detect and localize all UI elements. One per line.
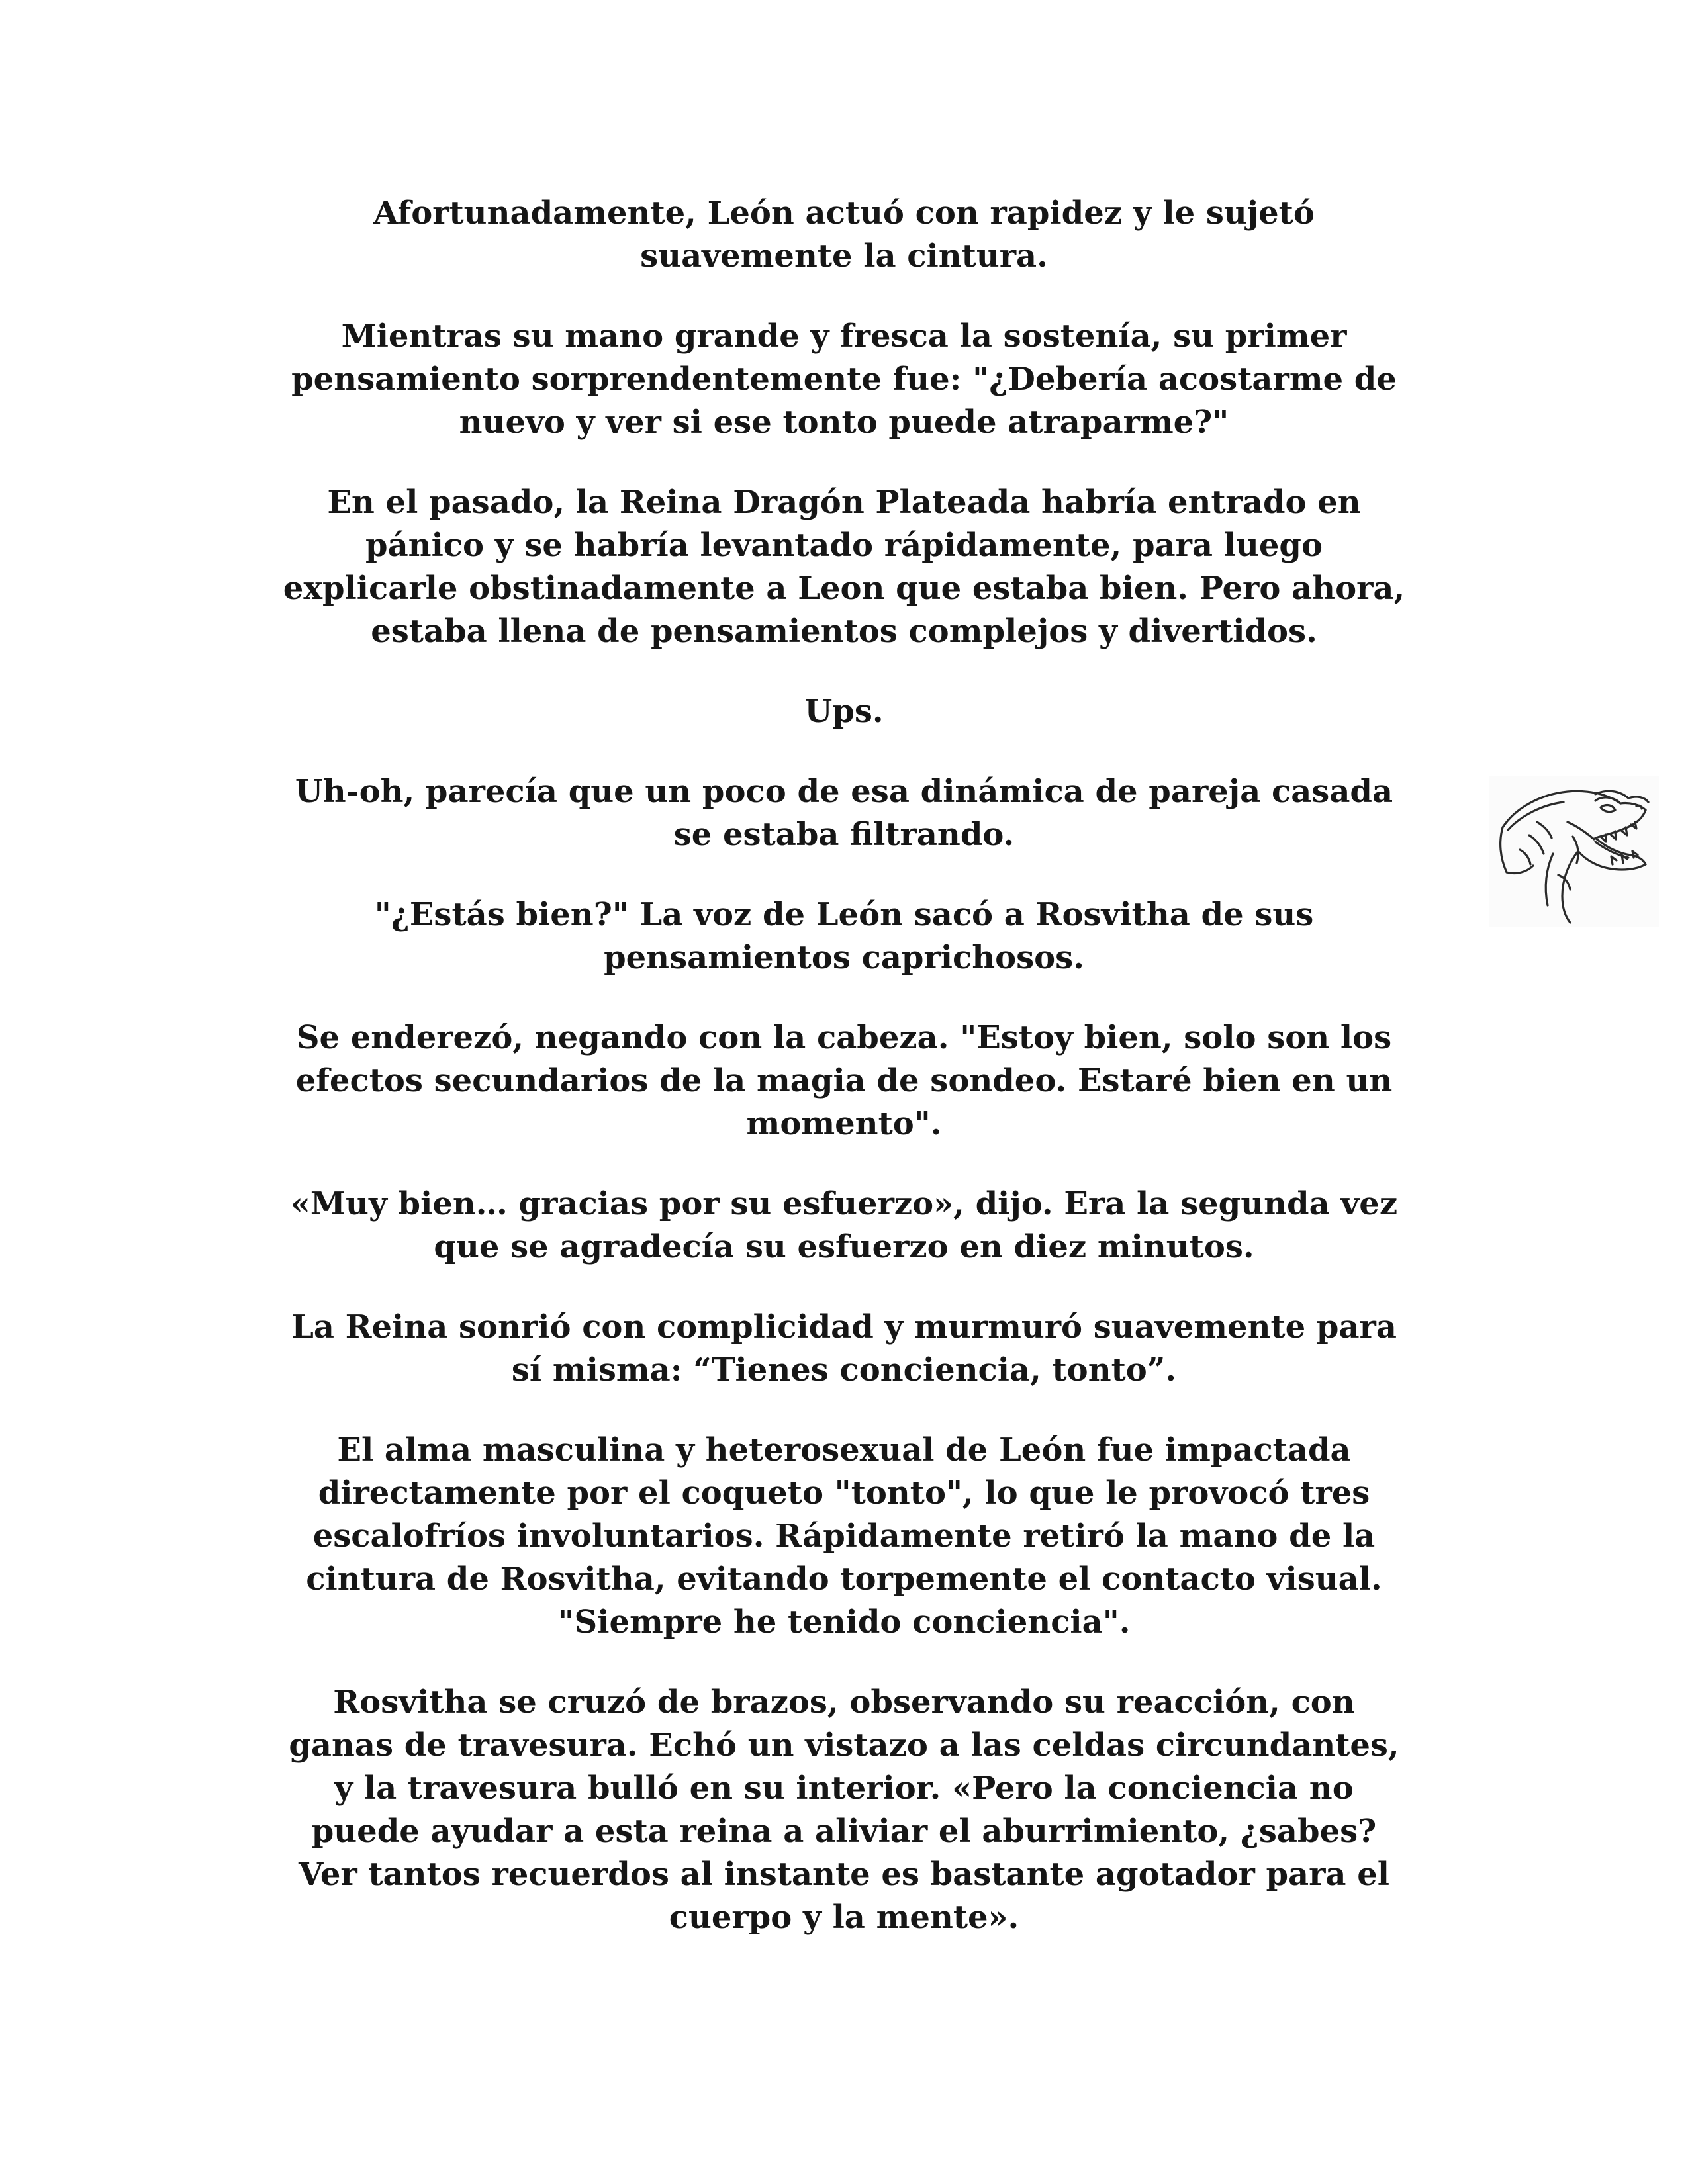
paragraph bbox=[218, 690, 1470, 733]
text-line: explicarle obstinadamente a Leon que estaba bien. Pero ahora, bbox=[283, 570, 1405, 607]
text-line: pánico y se habría levantado rápidamente, para luego bbox=[365, 527, 1323, 564]
paragraph bbox=[218, 1183, 1470, 1269]
text-line: Se enderezó, negando con la cabeza. "Estoy bien, solo son los bbox=[296, 1019, 1392, 1056]
text-line: pensamientos caprichosos. bbox=[604, 939, 1084, 976]
text-line: pensamiento sorprendentemente fue: "¿Debería acostarme de bbox=[291, 361, 1397, 398]
dinosaur-head-sketch-icon bbox=[1489, 776, 1659, 927]
text-line: cintura de Rosvitha, evitando torpemente el contacto visual. bbox=[306, 1561, 1382, 1598]
text-line: que se agradecía su esfuerzo en diez minutos. bbox=[434, 1228, 1254, 1265]
text-line: se estaba filtrando. bbox=[673, 816, 1015, 853]
text-line: y la travesura bulló en su interior. «Pero la conciencia no bbox=[334, 1770, 1354, 1807]
text-line: nuevo y ver si ese tonto puede atraparme?" bbox=[459, 404, 1229, 441]
paragraph bbox=[218, 481, 1470, 653]
text-line: El alma masculina y heterosexual de León fue impactada bbox=[337, 1432, 1351, 1469]
text-line: «Muy bien… gracias por su esfuerzo», dijo. Era la segunda vez bbox=[290, 1185, 1398, 1222]
text-line: cuerpo y la mente». bbox=[669, 1899, 1019, 1936]
body-text bbox=[218, 192, 1470, 1976]
text-line: suavemente la cintura. bbox=[640, 238, 1048, 275]
text-line: "¿Estás bien?" La voz de León sacó a Rosvitha de sus bbox=[374, 896, 1314, 933]
paragraph bbox=[218, 770, 1470, 856]
text-line: Ver tantos recuerdos al instante es bastante agotador para el bbox=[299, 1856, 1389, 1893]
text-line: La Reina sonrió con complicidad y murmuró suavemente para bbox=[291, 1308, 1397, 1345]
text-line: sí misma: “Tienes conciencia, tonto”. bbox=[511, 1351, 1177, 1388]
text-line: puede ayudar a esta reina a aliviar el aburrimiento, ¿sabes? bbox=[311, 1813, 1377, 1850]
text-line: Rosvitha se cruzó de brazos, observando su reacción, con bbox=[333, 1684, 1355, 1721]
text-line: Afortunadamente, León actuó con rapidez y le sujetó bbox=[373, 195, 1315, 232]
text-line: momento". bbox=[746, 1105, 942, 1142]
text-line: "Siempre he tenido conciencia". bbox=[557, 1604, 1131, 1641]
text-line: efectos secundarios de la magia de sondeo. Estaré bien en un bbox=[295, 1062, 1393, 1099]
text-line: Uh-oh, parecía que un poco de esa dinámica de pareja casada bbox=[295, 773, 1393, 810]
paragraph bbox=[218, 315, 1470, 444]
text-line: escalofríos involuntarios. Rápidamente retiró la mano de la bbox=[312, 1518, 1376, 1555]
paragraph bbox=[218, 1306, 1470, 1392]
text-line: directamente por el coqueto "tonto", lo que le provocó tres bbox=[318, 1475, 1370, 1512]
paragraph bbox=[218, 1429, 1470, 1644]
paragraph bbox=[218, 893, 1470, 979]
text-line: ganas de travesura. Echó un vistazo a las celdas circundantes, bbox=[289, 1727, 1399, 1764]
paragraph bbox=[218, 1681, 1470, 1939]
paragraph bbox=[218, 192, 1470, 278]
text-line: Ups. bbox=[804, 693, 884, 730]
paragraph bbox=[218, 1017, 1470, 1146]
text-line: En el pasado, la Reina Dragón Plateada habría entrado en bbox=[327, 484, 1361, 521]
text-line: Mientras su mano grande y fresca la sostenía, su primer bbox=[341, 318, 1347, 355]
text-line: estaba llena de pensamientos complejos y divertidos. bbox=[371, 613, 1317, 650]
